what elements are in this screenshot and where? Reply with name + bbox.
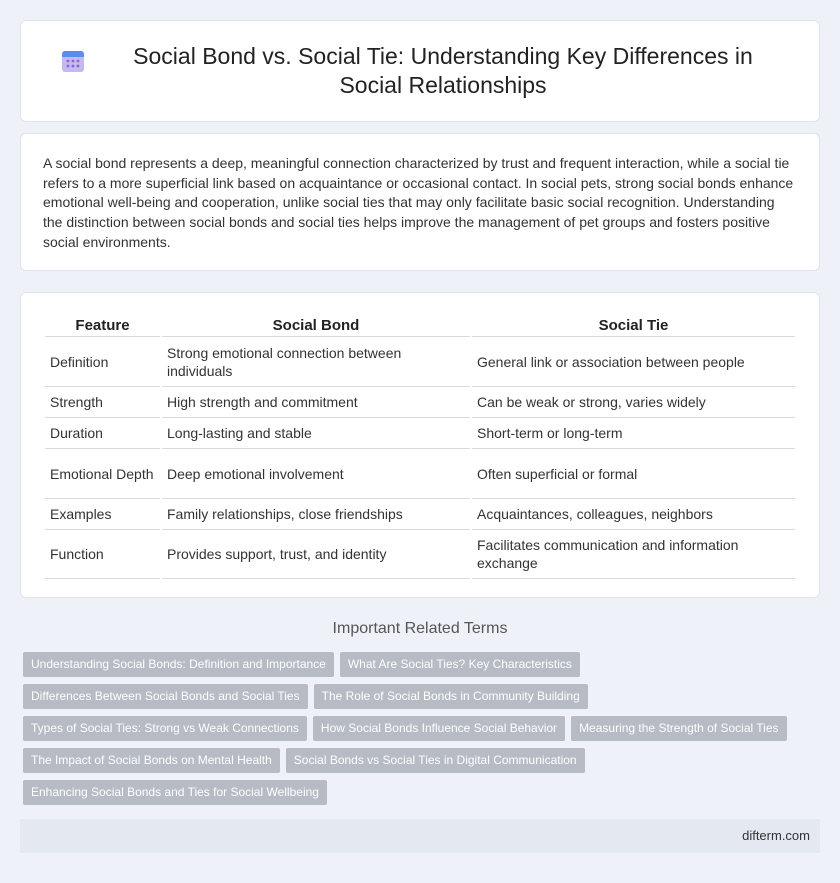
table-row: [45, 387, 795, 418]
related-term-link[interactable]: How Social Bonds Influence Social Behavior: [313, 716, 565, 741]
related-term-link[interactable]: The Role of Social Bonds in Community Building: [314, 684, 588, 709]
related-term-link[interactable]: Differences Between Social Bonds and Social Ties: [23, 684, 308, 709]
related-term-link[interactable]: Measuring the Strength of Social Ties: [571, 716, 786, 741]
bond-cell: Strong emotional connection between individuals: [162, 337, 470, 387]
comparison-card: [20, 292, 820, 598]
related-terms-list: [23, 652, 813, 812]
related-term-link[interactable]: Social Bonds vs Social Ties in Digital Communication: [286, 748, 585, 773]
tie-cell: General link or association between people: [472, 337, 795, 387]
bond-cell: Family relationships, close friendships: [162, 499, 470, 530]
table-row: [45, 449, 795, 499]
tie-cell: Facilitates communication and information exchange: [472, 530, 795, 579]
tie-cell: Can be weak or strong, varies widely: [472, 387, 795, 418]
tie-cell: Short-term or long-term: [472, 418, 795, 449]
feature-cell: Function: [45, 530, 160, 579]
bond-cell: Deep emotional involvement: [162, 449, 470, 499]
feature-cell: Strength: [45, 387, 160, 418]
tie-cell: Often superficial or formal: [472, 449, 795, 499]
site-name[interactable]: difterm.com: [742, 828, 810, 843]
page-title: Social Bond vs. Social Tie: Understanding Key Differences in Social Relationships: [133, 43, 753, 98]
comparison-table: [43, 313, 797, 579]
feature-cell: Duration: [45, 418, 160, 449]
related-terms-heading: Important Related Terms: [332, 620, 508, 637]
feature-cell: Emotional Depth: [45, 449, 160, 499]
header-social-tie: Social Tie: [472, 313, 795, 337]
calendar-icon: [60, 48, 86, 74]
related-term-link[interactable]: The Impact of Social Bonds on Mental Health: [23, 748, 280, 773]
feature-cell: Definition: [45, 337, 160, 387]
header-feature: Feature: [45, 313, 160, 337]
header-card: [20, 20, 820, 122]
intro-text: A social bond represents a deep, meaningful connection characterized by trust and frequent interaction, while a social tie refers to a more superficial link based on acquaintance or occasional contact. In social pets, strong social bonds enhance emotional well-being and cooperation, unlike social ties that may only facilitate basic social recognition. Understanding the distinction between social bonds and social ties helps improve the management of pet groups and fosters positive social environments.: [43, 155, 794, 250]
related-term-link[interactable]: Enhancing Social Bonds and Ties for Social Wellbeing: [23, 780, 327, 805]
related-term-link[interactable]: What Are Social Ties? Key Characteristics: [340, 652, 580, 677]
related-term-link[interactable]: Understanding Social Bonds: Definition and Importance: [23, 652, 334, 677]
feature-cell: Examples: [45, 499, 160, 530]
footer: [20, 819, 820, 853]
header-social-bond: Social Bond: [162, 313, 470, 337]
related-term-link[interactable]: Types of Social Ties: Strong vs Weak Connections: [23, 716, 307, 741]
bond-cell: High strength and commitment: [162, 387, 470, 418]
intro-card: [20, 133, 820, 271]
table-row: [45, 337, 795, 387]
bond-cell: Long-lasting and stable: [162, 418, 470, 449]
bond-cell: Provides support, trust, and identity: [162, 530, 470, 579]
tie-cell: Acquaintances, colleagues, neighbors: [472, 499, 795, 530]
table-row: [45, 499, 795, 530]
table-row: [45, 418, 795, 449]
table-row: [45, 530, 795, 579]
